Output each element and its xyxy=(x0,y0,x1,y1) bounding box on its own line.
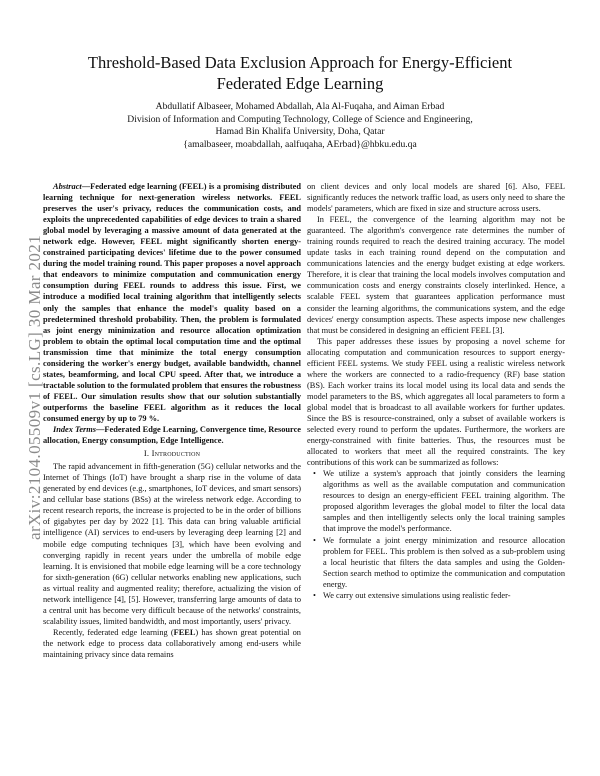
left-column xyxy=(43,181,301,660)
list-item xyxy=(307,590,565,601)
section-heading-introduction: I. Introduction xyxy=(143,448,201,459)
intro-p2-text-a: Recently, federated edge learning ( xyxy=(53,627,174,637)
title-line-2: Federated Edge Learning xyxy=(216,74,384,93)
author-names: Abdullatif Albaseer, Mohamed Abdallah, Ala Al-Fuqaha, and Aiman Erbad xyxy=(155,101,445,112)
arxiv-identifier-stamp[interactable]: arXiv:2104.05509v1 [cs.LG] 30 Mar 2021 xyxy=(25,234,44,540)
index-terms-label: Index Terms xyxy=(53,425,97,435)
intro-paragraph-2-continued: on client devices and only local models are shared [6]. Also, FEEL significantly reduces the network traffic load, as users only need to share the models' parameters, which are fixed in size and structure across users. xyxy=(307,182,565,214)
intro-paragraph-3: In FEEL, the convergence of the learning algorithm may not be guaranteed. The algorithm's convergence rate determines the number of training rounds required to reach the desired training accuracy. The model update tasks in each training round depend on the computation and communications latencies and the energy budget existing at edge workers. Therefore, it is clear that training the local models involves computation and communication costs and energy constraints closely interlinked. Hence, a scalable FEEL system that guarantees application performance must consider the learning algorithms, the communications system, and the edge devices' energy consumption aspects. These aspects impose new challenges that must be considered in designing an efficient FEEL [3]. xyxy=(307,215,565,335)
intro-paragraph-2 xyxy=(43,627,301,660)
intro-paragraph-4: This paper addresses these issues by proposing a novel scheme for allocating computation and communication resources to support energy-efficient FEEL systems. We study FEEL using a realistic wireless network where the workers are connected to a radio-frequency (RF) base station (BS). Each worker trains its local model using its local data and sends the model parameters to the BS, which aggregates all local parameters to form a global model that is broadcast to all available workers for further updates. Since the BS is resource-constrained, only a subset of available workers is selected every round to perform the updates. Furthermore, the workers are energy-constrained with finite batteries. Thus, the resources must be allocated to workers that meet all the required constraints. The key contributions of this work can be summarized as follows: xyxy=(307,336,565,468)
title-line-1: Threshold-Based Data Exclusion Approach for Energy-Efficient xyxy=(87,53,513,72)
author-block xyxy=(40,101,560,151)
intro-p2-text-b: ) has shown great potential on the network edge to process data collaboratively among end-users while maintaining privacy since data remains xyxy=(43,627,301,659)
feel-acronym: FEEL xyxy=(173,627,196,637)
bullet-icon: • xyxy=(313,469,316,479)
affiliation-line-1: Division of Information and Computing Technology, College of Science and Engineering, xyxy=(127,113,473,125)
list-item xyxy=(307,535,565,590)
abstract-text: —Federated edge learning (FEEL) is a promising distributed learning technique for next-generation wireless networks. FEEL preserves the user's privacy, reduces the communication costs, and exploits the unprecedented capabilities of edge devices to train a shared global model by leveraging a massive amount of data generated at the network edge. However, FEEL might significantly shorten energy-constrained participating devices' lifetime due to the power consumed during the model training round. This paper proposes a novel approach that endeavors to minimize computation and communication energy consumption during FEEL rounds to address this issue. First, we introduce a modified local training algorithm that intelligently selects only the samples that enhance the model's quality based on a predetermined threshold probability. Then, the problem is formulated as joint energy minimization and resource allocation optimization problem to obtain the optimal local computation time and the optimal transmission time that minimize the total energy consumption considering the worker's energy budget, available bandwidth, channel states, beamforming, and local CPU speed. After that, we introduce a tractable solution to the formulated problem that ensures the robustness of FEEL. Our simulation results show that our solution substantially outperforms the baseline FEEL algorithm as it reduces the local consumed energy by up to 79 %. xyxy=(43,182,301,423)
contribution-text: We formulate a joint energy minimization and resource allocation problem for FEEL. This problem is then solved as a sub-problem using a local heuristic that filters the data samples and using the Golden-Section search method to optimize the communication and computation energy. xyxy=(323,535,565,589)
index-terms-text: —Federated Edge Learning, Convergence time, Resource allocation, Energy consumption, Edge Intelligence. xyxy=(43,425,301,446)
affiliation-line-2: Hamad Bin Khalifa University, Doha, Qatar xyxy=(215,126,385,138)
contributions-list xyxy=(307,468,565,601)
contribution-text: We utilize a system's approach that jointly considers the learning algorithms as well as the available computation and communication resources to design an energy-efficient FEEL training algorithm. The proposed algorithm leverages the global model to filter the local data samples and then intelligently selects only the local training samples that improve the model's performance. xyxy=(323,469,565,534)
intro-paragraph-1: The rapid advancement in fifth-generation (5G) cellular networks and the Internet of Things (IoT) have brought a sharp rise in the volume of data generated by end devices (e.g., smartphones, IoT devices, and smart sensors) and cellular base stations (BSs) at the wireless network edge. According to recent research reports, the increase is projected to be in the order of billions of gigabytes per day by 2022 [1]. This data can bring valuable artificial intelligence (AI) services to end-users by leveraging deep learning [2] and mobile edge computing techniques [3], which have been evolving and converging rapidly in recent years under the umbrella of mobile edge learning. It is envisioned that mobile edge learning will be a core technology for sixth-generation (6G) cellular networks enabling new applications, such as virtual reality and augmented reality; therefore, actualizing the vision of network intelligence [4], [5]. However, transferring large amounts of data to a central unit has become very difficult because of the networks' constraints, scalability issues, limited bandwidth, and most importantly, users' privacy. xyxy=(43,462,301,626)
paper-title xyxy=(40,52,560,94)
index-terms xyxy=(43,424,301,446)
abstract xyxy=(43,181,301,424)
list-item xyxy=(307,468,565,534)
bullet-icon: • xyxy=(313,590,316,600)
right-column xyxy=(307,181,565,601)
bullet-icon: • xyxy=(313,535,316,545)
contribution-text: We carry out extensive simulations using realistic feder- xyxy=(323,590,511,600)
author-emails[interactable]: {amalbaseer, moabdallah, aalfuqaha, AErbad}@hbku.edu.qa xyxy=(183,138,417,150)
abstract-label: Abstract xyxy=(53,182,82,191)
